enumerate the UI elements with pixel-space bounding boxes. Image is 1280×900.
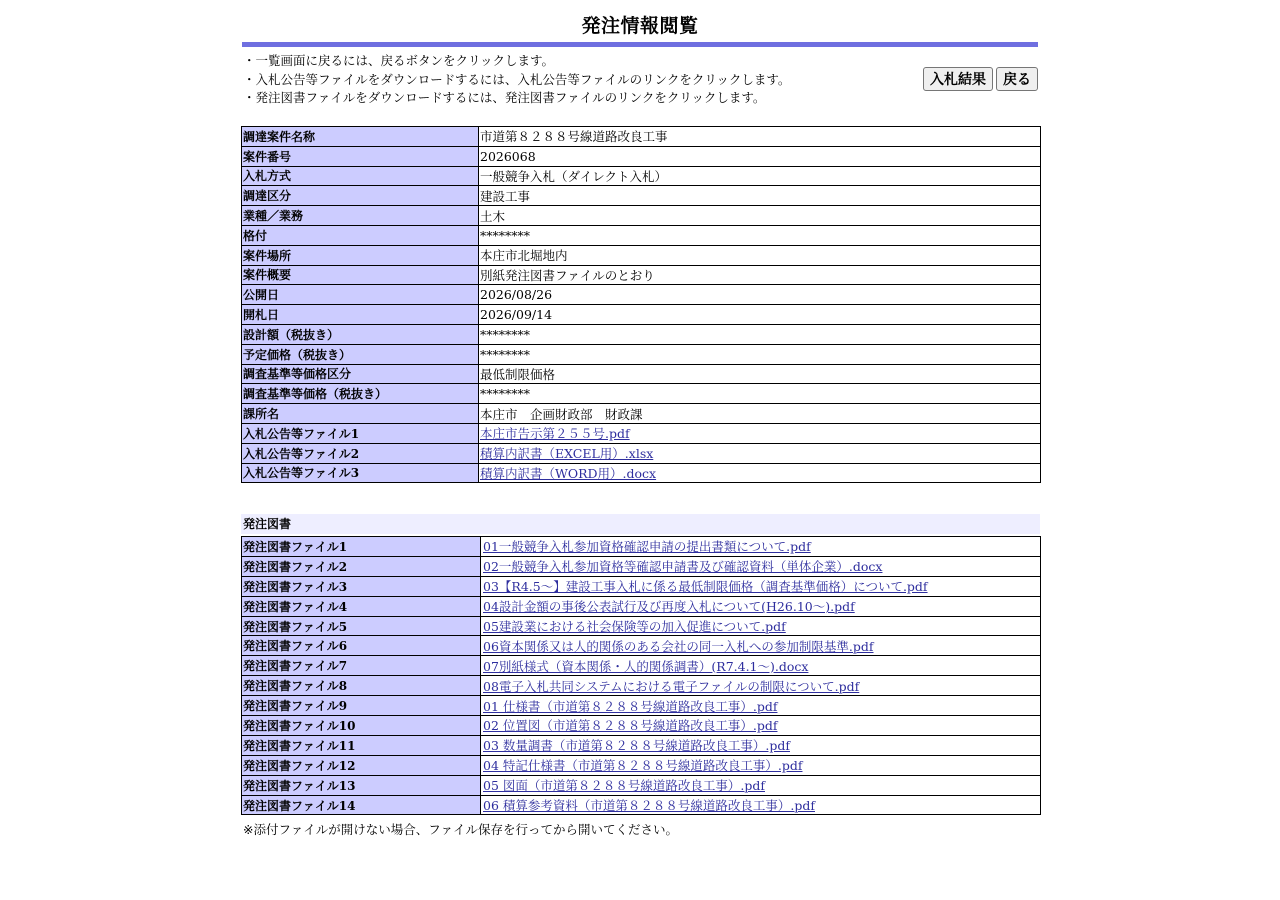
- file-link[interactable]: 04 特記仕様書（市道第８２８８号線道路改良工事）.pdf: [483, 758, 803, 774]
- row-value: 土木: [479, 206, 1041, 226]
- row-label: 設計額（税抜き）: [242, 324, 479, 344]
- row-label: 発注図書ファイル10: [242, 716, 481, 736]
- action-buttons: [923, 67, 1038, 91]
- row-label: 発注図書ファイル4: [242, 596, 481, 616]
- row-label: 発注図書ファイル13: [242, 775, 481, 795]
- page-title: 発注情報閲覧: [581, 15, 699, 37]
- row-label: 入札公告等ファイル3: [242, 463, 479, 483]
- file-link[interactable]: 本庄市告示第２５５号.pdf: [480, 426, 630, 442]
- row-value: ********: [479, 225, 1041, 245]
- row-label: 発注図書ファイル7: [242, 656, 481, 676]
- row-value: ********: [479, 384, 1041, 404]
- row-label: 開札日: [242, 305, 479, 325]
- doc-row: [242, 556, 1041, 576]
- row-label: 課所名: [242, 404, 479, 424]
- case-info-table: [241, 126, 1041, 483]
- info-row: [242, 384, 1041, 404]
- info-row: [242, 245, 1041, 265]
- info-row: [242, 463, 1041, 483]
- row-value: 最低制限価格: [479, 364, 1041, 384]
- instruction-line: ・発注図書ファイルをダウンロードするには、発注図書ファイルのリンクをクリックします。: [243, 90, 766, 105]
- row-value: [481, 596, 1041, 616]
- info-row: [242, 265, 1041, 285]
- row-label: 格付: [242, 225, 479, 245]
- info-row: [242, 166, 1041, 186]
- file-link[interactable]: 03【R4.5～】建設工事入札に係る最低制限価格（調査基準価格）について.pdf: [483, 579, 928, 595]
- file-link[interactable]: 04設計金額の事後公表試行及び再度入札について(H26.10～).pdf: [483, 599, 855, 615]
- doc-row: [242, 716, 1041, 736]
- doc-row: [242, 755, 1041, 775]
- file-link[interactable]: 05 図面（市道第８２８８号線道路改良工事）.pdf: [483, 778, 765, 794]
- row-label: 発注図書ファイル8: [242, 676, 481, 696]
- title-divider: [242, 42, 1038, 47]
- doc-row: [242, 636, 1041, 656]
- row-label: 案件番号: [242, 146, 479, 166]
- row-value: [481, 716, 1041, 736]
- doc-row: [242, 795, 1041, 815]
- row-label: 発注図書ファイル5: [242, 616, 481, 636]
- info-row: [242, 443, 1041, 463]
- doc-row: [242, 676, 1041, 696]
- info-row: [242, 186, 1041, 206]
- row-value: [481, 795, 1041, 815]
- info-row: [242, 225, 1041, 245]
- row-value: [481, 775, 1041, 795]
- file-link[interactable]: 05建設業における社会保険等の加入促進について.pdf: [483, 619, 786, 634]
- row-label: 調査基準等価格（税抜き）: [242, 384, 479, 404]
- row-label: 入札公告等ファイル1: [242, 423, 479, 443]
- row-value: 2026068: [479, 146, 1041, 166]
- row-label: 発注図書ファイル1: [242, 537, 481, 557]
- row-value: 本庄市北堀地内: [479, 245, 1041, 265]
- file-link[interactable]: 06資本関係又は人的関係のある会社の同一入札への参加制限基準.pdf: [483, 638, 874, 654]
- row-value: [481, 656, 1041, 676]
- doc-row: [242, 656, 1041, 676]
- row-value: [479, 443, 1041, 463]
- row-label: 発注図書ファイル3: [242, 576, 481, 596]
- instruction-line: ・一覧画面に戻るには、戻るボタンをクリックします。: [243, 53, 555, 68]
- row-value: 本庄市 企画財政部 財政課: [479, 404, 1041, 424]
- row-label: 案件場所: [242, 245, 479, 265]
- row-label: 調査基準等価格区分: [242, 364, 479, 384]
- doc-row: [242, 775, 1041, 795]
- file-link[interactable]: 01一般競争入札参加資格確認申請の提出書類について.pdf: [483, 539, 811, 555]
- file-link[interactable]: 02一般競争入札参加資格等確認申請書及び確認資料（単体企業）.docx: [483, 559, 883, 575]
- row-value: ********: [479, 344, 1041, 364]
- doc-row: [242, 576, 1041, 596]
- row-value: [481, 676, 1041, 696]
- row-value: [479, 463, 1041, 483]
- docs-table: [241, 536, 1041, 815]
- file-link[interactable]: 03 数量調書（市道第８２８８号線道路改良工事）.pdf: [483, 738, 790, 754]
- file-link[interactable]: 07別紙様式（資本関係・人的関係調書）(R7.4.1～).docx: [483, 658, 809, 674]
- row-label: 公開日: [242, 285, 479, 305]
- row-label: 調達区分: [242, 186, 479, 206]
- footer-note: ※添付ファイルが開けない場合、ファイル保存を行ってから開いてください。: [243, 822, 678, 837]
- file-link[interactable]: 08電子入札共同システムにおける電子ファイルの制限について.pdf: [483, 678, 860, 694]
- file-link[interactable]: 積算内訳書（WORD用）.docx: [480, 465, 657, 481]
- info-row: [242, 423, 1041, 443]
- info-row: [242, 404, 1041, 424]
- row-label: 予定価格（税抜き）: [242, 344, 479, 364]
- row-label: 業種／業務: [242, 206, 479, 226]
- row-value: [481, 556, 1041, 576]
- doc-row: [242, 596, 1041, 616]
- row-label: 入札方式: [242, 166, 479, 186]
- row-value: [481, 537, 1041, 557]
- doc-row: [242, 616, 1041, 636]
- row-value: 2026/08/26: [479, 285, 1041, 305]
- row-value: 建設工事: [479, 186, 1041, 206]
- bid-result-button[interactable]: 入札結果: [923, 67, 993, 91]
- info-row: [242, 324, 1041, 344]
- info-row: [242, 206, 1041, 226]
- row-value: [481, 616, 1041, 636]
- row-value: [481, 735, 1041, 755]
- row-value: 市道第８２８８号線道路改良工事: [479, 127, 1041, 147]
- row-label: 案件概要: [242, 265, 479, 285]
- row-value: 2026/09/14: [479, 305, 1041, 325]
- row-label: 入札公告等ファイル2: [242, 443, 479, 463]
- row-value: ********: [479, 324, 1041, 344]
- row-value: [481, 636, 1041, 656]
- row-value: [481, 696, 1041, 716]
- row-label: 調達案件名称: [242, 127, 479, 147]
- info-row: [242, 127, 1041, 147]
- doc-row: [242, 537, 1041, 557]
- row-label: 発注図書ファイル12: [242, 755, 481, 775]
- file-link[interactable]: 01 仕様書（市道第８２８８号線道路改良工事）.pdf: [483, 698, 778, 714]
- row-value: 別紙発注図書ファイルのとおり: [479, 265, 1041, 285]
- instruction-line: ・入札公告等ファイルをダウンロードするには、入札公告等ファイルのリンクをクリックします。: [243, 71, 791, 87]
- row-label: 発注図書ファイル11: [242, 735, 481, 755]
- row-label: 発注図書ファイル9: [242, 696, 481, 716]
- doc-row: [242, 735, 1041, 755]
- row-value: [481, 755, 1041, 775]
- info-row: [242, 344, 1041, 364]
- file-link[interactable]: 02 位置図（市道第８２８８号線道路改良工事）.pdf: [483, 718, 778, 734]
- row-label: 発注図書ファイル14: [242, 795, 481, 815]
- row-value: [479, 423, 1041, 443]
- info-row: [242, 305, 1041, 325]
- row-label: 発注図書ファイル2: [242, 556, 481, 576]
- doc-row: [242, 696, 1041, 716]
- info-row: [242, 285, 1041, 305]
- back-button[interactable]: 戻る: [996, 67, 1038, 91]
- row-value: 一般競争入札（ダイレクト入札）: [479, 166, 1041, 186]
- row-value: [481, 576, 1041, 596]
- docs-section-title: 発注図書: [241, 514, 1040, 534]
- info-row: [242, 364, 1041, 384]
- row-label: 発注図書ファイル6: [242, 636, 481, 656]
- instructions: [243, 52, 790, 108]
- file-link[interactable]: 積算内訳書（EXCEL用）.xlsx: [480, 446, 654, 462]
- file-link[interactable]: 06 積算参考資料（市道第８２８８号線道路改良工事）.pdf: [483, 798, 815, 814]
- info-row: [242, 146, 1041, 166]
